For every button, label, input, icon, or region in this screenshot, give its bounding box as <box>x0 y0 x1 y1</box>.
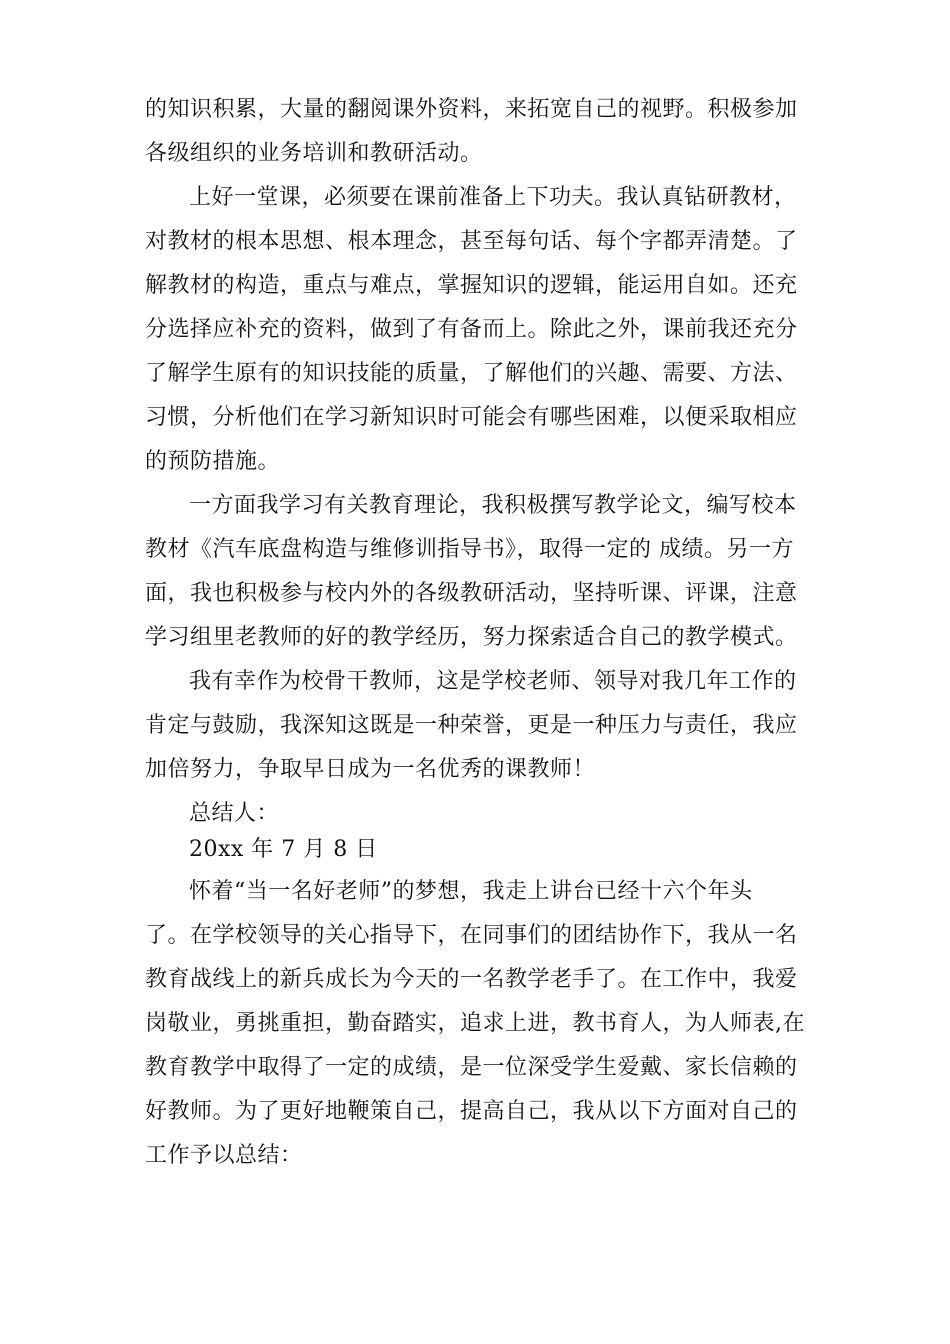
text-line: 分选择应补充的资料，做到了有备而上。除此之外，课前我还充分 <box>145 317 798 342</box>
text-line: 的知识积累，大量的翻阅课外资料，来拓宽自己的视野。积极参加 <box>145 97 798 122</box>
paragraph-start-line: 上好一堂课，必须要在课前准备上下功夫。我认真钻研教材， <box>189 185 797 210</box>
text-line: 面，我也积极参与校内外的各级教研活动，坚持听课、评课，注意 <box>145 581 798 606</box>
text-line: 各级组织的业务培训和教研活动。 <box>145 141 483 166</box>
text-line: 岗敬业，勇挑重担，勤奋踏实，追求上进，教书育人，为人师表,在 <box>145 1011 805 1036</box>
date-line: 20xx 年 7 月 8 日 <box>189 837 378 862</box>
text-line: 教育教学中取得了一定的成绩，是一位深受学生爱戴、家长信赖的 <box>145 1055 798 1080</box>
text-line: 了解学生原有的知识技能的质量，了解他们的兴趣、需要、方法、 <box>145 361 798 386</box>
text-line: 加倍努力，争取早日成为一名优秀的课教师！ <box>145 757 596 782</box>
text-line: 的预防措施。 <box>145 449 281 474</box>
paragraph-start-line: 我有幸作为校骨干教师，这是学校老师、领导对我几年工作的 <box>189 669 797 694</box>
text-line: 习惯，分析他们在学习新知识时可能会有哪些困难，以便采取相应 <box>145 405 798 430</box>
text-line: 对教材的根本思想、根本理念，甚至每句话、每个字都弄清楚。了 <box>145 229 798 254</box>
signature-label: 总结人： <box>189 801 280 826</box>
text-line: 学习组里老教师的好的教学经历，努力探索适合自己的教学模式。 <box>145 625 798 650</box>
paragraph-start-line: 一方面我学习有关教育理论，我积极撰写教学论文，编写校本 <box>189 493 797 518</box>
text-line: 肯定与鼓励，我深知这既是一种荣誉，更是一种压力与责任，我应 <box>145 713 798 738</box>
text-line: 解教材的构造，重点与难点，掌握知识的逻辑，能运用自如。还充 <box>145 273 798 298</box>
text-line: 教材《汽车底盘构造与维修训指导书》，取得一定的 成绩。另一方 <box>145 537 794 562</box>
text-line: 了。在学校领导的关心指导下，在同事们的团结协作下，我从一名 <box>145 923 798 948</box>
paragraph-start-line: 怀着“当一名好老师”的梦想，我走上讲台已经十六个年头 <box>189 879 753 904</box>
text-line: 好教师。为了更好地鞭策自己，提高自己，我从以下方面对自己的 <box>145 1099 798 1124</box>
text-line: 教育战线上的新兵成长为今天的一名教学老手了。在工作中，我爱 <box>145 967 798 992</box>
text-line: 工作予以总结： <box>145 1143 303 1168</box>
